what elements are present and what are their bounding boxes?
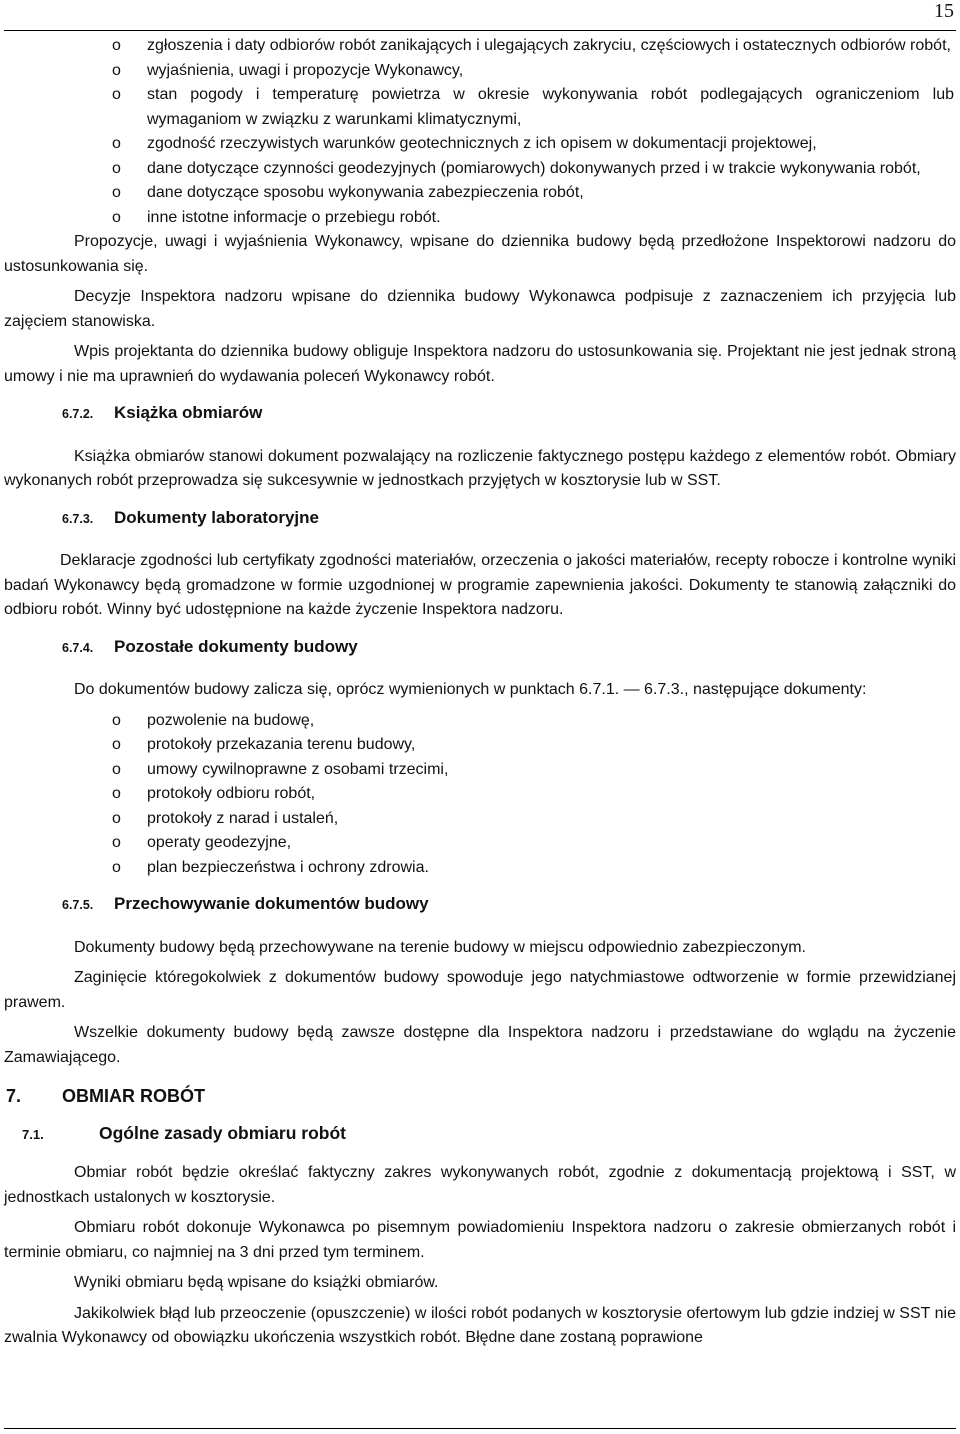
- paragraph: Jakikolwiek błąd lub przeoczenie (opuszczenie) w ilości robót podanych w kosztorysie ofertowym lub gdzie indziej w SST nie zwalnia Wykonawcy od obowiązku ukończenia wszystkich robót. Błędne dane zostaną poprawione: [4, 1304, 956, 1346]
- list-item: o zgodność rzeczywistych warunków geotechnicznych z ich opisem w dokumentacji projektowej,: [4, 132, 956, 157]
- list-item: o zgłoszenia i daty odbiorów robót zanikających i ulegających zakryciu, częściowych i ostatecznych odbiorów robót,: [4, 34, 956, 59]
- paragraph: Książka obmiarów stanowi dokument pozwalający na rozliczenie faktycznego postępu każdego z elementów robót. Obmiary wykonanych robót przeprowadza się sukcesywnie w jednostkach przyjętych w kosztorysie lub w SST.: [4, 447, 956, 489]
- section-number: 6.7.2.: [62, 407, 94, 421]
- bullet-icon: o: [112, 135, 121, 152]
- paragraph: Do dokumentów budowy zalicza się, oprócz wymienionych w punktach 6.7.1. — 6.7.3., następujące dokumenty:: [74, 681, 867, 698]
- section-title: Pozostałe dokumenty budowy: [114, 636, 358, 656]
- journal-entries-list: [4, 34, 956, 230]
- bullet-icon: o: [112, 159, 121, 177]
- list-item: o plan bezpieczeństwa i ochrony zdrowia.: [4, 856, 956, 881]
- list-item: o dane dotyczące czynności geodezyjnych (pomiarowych) dokonywanych przed i w trakcie wykonywania robót,: [4, 157, 956, 182]
- section-number: 7.1.: [22, 1126, 44, 1142]
- paragraph: Propozycje, uwagi i wyjaśnienia Wykonawcy, wpisane do dziennika budowy będą przedłożone Inspektorowi nadzoru do ustosunkowania się.: [4, 233, 956, 275]
- list-item: o protokoły z narad i ustaleń,: [4, 807, 956, 832]
- paragraph: Zaginięcie któregokolwiek z dokumentów budowy spowoduje jego natychmiastowe odtworzenie w formie przewidzianej prawem.: [4, 969, 956, 1011]
- bullet-icon: o: [112, 760, 121, 778]
- paragraph: Obmiaru robót dokonuje Wykonawca po pisemnym powiadomieniu Inspektora nadzoru o zakresie obmierzanych robót i terminie obmiaru, co najmniej na 3 dni przed tym terminem.: [4, 1219, 956, 1261]
- section-title: Dokumenty laboratoryjne: [114, 507, 319, 527]
- list-item: o umowy cywilnoprawne z osobami trzecimi,: [4, 758, 956, 783]
- list-item: o protokoły przekazania terenu budowy,: [4, 733, 956, 758]
- paragraph: Decyzje Inspektora nadzoru wpisane do dziennika budowy Wykonawca podpisuje z zaznaczeniem ich przyjęcia lub zajęciem stanowiska.: [4, 288, 956, 330]
- list-item: o inne istotne informacje o przebiegu robót.: [4, 206, 956, 231]
- chapter-heading-7: [4, 1084, 956, 1109]
- chapter-title: OBMIAR ROBÓT: [62, 1086, 205, 1106]
- bullet-icon: o: [112, 184, 121, 201]
- section-heading-6-7-4: [4, 635, 956, 661]
- bullet-icon: o: [112, 61, 121, 79]
- section-number: 6.7.3.: [62, 511, 94, 526]
- bullet-icon: o: [112, 736, 121, 753]
- paragraph: Obmiar robót będzie określać faktyczny zakres wykonywanych robót, zgodnie z dokumentacją projektową i SST, w jednostkach ustalonych w kosztorysie.: [4, 1164, 956, 1206]
- bullet-icon: o: [112, 711, 121, 729]
- paragraph: Wyniki obmiaru będą wpisane do książki obmiarów.: [74, 1274, 439, 1291]
- list-item: o pozwolenie na budowę,: [4, 709, 956, 734]
- bullet-icon: o: [112, 858, 121, 876]
- bullet-icon: o: [112, 834, 121, 851]
- bullet-icon: o: [112, 809, 121, 827]
- paragraph: Wpis projektanta do dziennika budowy obliguje Inspektora nadzoru do ustosunkowania się. Projektant nie jest jednak stroną umowy i nie ma uprawnień do wydawania poleceń Wykonawcy robót.: [4, 343, 956, 385]
- list-item: o dane dotyczące sposobu wykonywania zabezpieczenia robót,: [4, 181, 956, 206]
- section-number: 6.7.5.: [62, 898, 94, 912]
- list-item: o protokoły odbioru robót,: [4, 782, 956, 807]
- section-title: Ogólne zasady obmiaru robót: [99, 1122, 346, 1143]
- footer-rule: [4, 1428, 956, 1429]
- list-item: o wyjaśnienia, uwagi i propozycje Wykonawcy,: [4, 59, 956, 84]
- chapter-number: 7.: [6, 1086, 22, 1106]
- header-rule: [4, 30, 956, 31]
- documents-list: [4, 709, 956, 881]
- section-heading-6-7-2: [4, 401, 956, 427]
- section-heading-6-7-3: [4, 506, 956, 532]
- bullet-icon: o: [112, 86, 121, 103]
- paragraph: Wszelkie dokumenty budowy będą zawsze dostępne dla Inspektora nadzoru i przedstawiane do wglądu na życzenie Zamawiającego.: [4, 1024, 956, 1066]
- section-title: Przechowywanie dokumentów budowy: [114, 894, 429, 913]
- paragraph: Dokumenty budowy będą przechowywane na terenie budowy w miejscu odpowiednio zabezpieczonym.: [74, 938, 806, 956]
- list-item: o stan pogody i temperaturę powietrza w okresie wykonywania robót podlegających ograniczeniom lub wymaganiom w związku z warunkami klimatycznymi,: [4, 83, 956, 132]
- bullet-icon: o: [112, 785, 121, 802]
- page-number: 15: [934, 0, 954, 22]
- section-heading-7-1: [4, 1121, 956, 1148]
- list-item: o operaty geodezyjne,: [4, 831, 956, 856]
- section-title: Książka obmiarów: [114, 403, 263, 422]
- bullet-icon: o: [112, 208, 121, 226]
- page-content: [4, 34, 956, 1351]
- section-heading-6-7-5: [4, 892, 956, 918]
- bullet-icon: o: [112, 37, 121, 54]
- section-number: 6.7.4.: [62, 640, 94, 655]
- paragraph: Deklaracje zgodności lub certyfikaty zgodności materiałów, orzeczenia o jakości materiałów, recepty robocze i kontrolne wyniki badań Wykonawcy będą gromadzone w formie uzgodnionej w programie zapewnienia jakości. Dokumenty te stanowią załączniki do odbioru robót. Winny być udostępnione na każde życzenie Inspektora nadzoru.: [4, 552, 956, 618]
